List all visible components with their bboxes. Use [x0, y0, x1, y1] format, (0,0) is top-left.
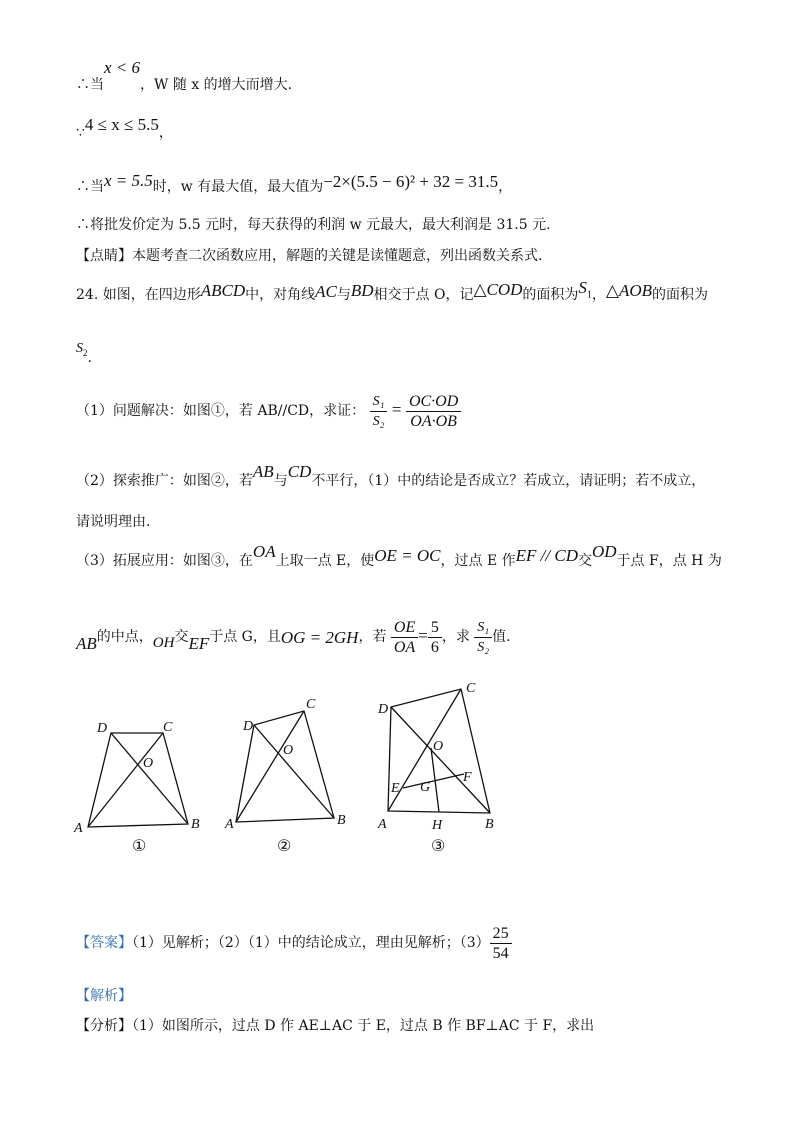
period: . [87, 350, 92, 366]
text: （1）问题解决：如图①，若 AB//CD，求证： [76, 403, 366, 419]
s1-sub: 1 [586, 289, 592, 301]
svg-text:O: O [143, 756, 154, 771]
math-ab: AB [76, 634, 97, 653]
den: 6 [430, 638, 439, 656]
num: OE [391, 618, 418, 638]
equals: = [391, 400, 402, 419]
text: 与 [336, 287, 351, 303]
svg-text:O: O [433, 739, 444, 754]
num: S₁ [370, 392, 388, 412]
question-24-line-1 [76, 278, 709, 311]
answer-tag: 【答案】 [76, 935, 132, 951]
svg-text:C: C [163, 720, 173, 735]
svg-text:B: B [191, 817, 200, 832]
text: （3）拓展应用：如图③，在 [76, 553, 253, 569]
text: 于点 F，点 H 为 [616, 553, 722, 569]
svg-text:B: B [337, 813, 346, 828]
math-aob: △AOB [605, 281, 653, 300]
svg-text:A: A [225, 817, 234, 832]
answer-fraction [490, 924, 512, 963]
jiexi-tag: 【解析】 [76, 988, 132, 1004]
text: ，过点 E 作 [440, 553, 516, 569]
fraction-5-6 [428, 618, 442, 657]
figure-1-caption: ① [132, 838, 147, 855]
line-1 [76, 58, 293, 95]
svg-text:C: C [306, 697, 316, 712]
svg-text:A: A [74, 821, 83, 836]
svg-text:D: D [243, 719, 254, 734]
text: 时，w 有最大值，最大值为 [152, 179, 324, 195]
text: ，W 随 x 的增大而增大. [140, 77, 293, 93]
answer-text: （1）见解析；（2）（1）中的结论成立，理由见解析；（3） [132, 935, 490, 951]
math-ef-cd: EF // CD [515, 546, 578, 565]
text: 于点 G，且 [209, 629, 281, 645]
svg-text:H: H [432, 818, 443, 833]
den: S₂ [372, 413, 385, 429]
prefix: ∴当 [76, 77, 104, 93]
math-inline: x < 6 [104, 58, 141, 77]
svg-text:D: D [378, 702, 389, 717]
math-ac: AC [315, 282, 337, 301]
math-od: OD [591, 542, 617, 561]
line-4: ∴将批发价定为 5.5 元时，每天获得的利润 w 元最大，最大利润是 31.5 元. [76, 217, 551, 233]
math-oa: OA [252, 542, 276, 561]
line-3 [76, 171, 513, 197]
figure-3-caption: ③ [431, 838, 446, 855]
line-2 [76, 115, 173, 143]
den: S₂ [477, 639, 490, 655]
svg-text:O: O [283, 743, 294, 758]
den: OA·OB [410, 412, 457, 430]
fenxi-text: （1）如图所示，过点 D 作 AE⊥AC 于 E，过点 B 作 BF⊥AC 于 F，求出 [132, 1018, 595, 1034]
text: 中，对角线 [245, 287, 316, 303]
s2: S [76, 341, 83, 356]
math-cod: △COD [473, 280, 523, 299]
figure-1 [88, 733, 188, 827]
math-inline: x = 5.5 [104, 171, 153, 190]
math-oh: OH [152, 635, 175, 651]
num: 25 [490, 924, 512, 944]
num: 5 [428, 618, 442, 638]
fraction-s1-s2 [474, 618, 492, 657]
text: ， [591, 287, 606, 303]
prefix: ∴当 [76, 179, 104, 195]
text: 相交于点 O，记 [373, 287, 474, 303]
math-inline: 4 ≤ x ≤ 5.5 [84, 115, 159, 134]
text: 的面积为 [652, 287, 709, 303]
text: 值. [492, 629, 511, 645]
den: 54 [492, 944, 509, 962]
s1: S [578, 278, 587, 297]
question-24-line-2 [76, 338, 92, 366]
text: 与 [273, 473, 288, 489]
part-3-line-1 [76, 542, 722, 571]
line-5: 【点睛】本题考查二次函数应用，解题的关键是读懂题意，列出函数关系式. [76, 248, 543, 264]
math-og-gh: OG = 2GH [280, 628, 359, 647]
svg-text:F: F [463, 770, 472, 785]
math-cd: CD [287, 462, 312, 481]
s2-sub: 2 [83, 347, 88, 358]
svg-text:E: E [391, 781, 400, 796]
math-ab: AB [252, 462, 274, 481]
math-expression: −2×(5.5 − 6)² + 32 = 31.5 [323, 172, 499, 191]
num: S₁ [474, 618, 492, 638]
math-ef: EF [188, 634, 210, 653]
part-2-line-1 [76, 462, 706, 491]
suffix: ， [498, 179, 513, 195]
svg-text:C: C [466, 681, 476, 696]
fenxi-line [76, 1016, 594, 1036]
text: ，求 [441, 629, 470, 645]
text: 的中点， [96, 629, 153, 645]
svg-text:D: D [97, 721, 108, 736]
text: （2）探索推广：如图②，若 [76, 473, 253, 489]
fenxi-tag: 【分析】 [76, 1018, 132, 1034]
fraction-oe-oa [391, 618, 418, 657]
figure-2-caption: ② [277, 838, 292, 855]
text: 交 [577, 553, 592, 569]
part-3-line-2 [76, 616, 511, 657]
num: OC·OD [406, 392, 461, 412]
fraction-oc-od [406, 392, 461, 431]
text: 的面积为 [522, 287, 579, 303]
svg-text:A: A [378, 817, 387, 832]
text: ，若 [358, 629, 387, 645]
prefix: ∵ [76, 125, 85, 141]
math-oe-oc: OE = OC [374, 546, 441, 565]
text: 24. 如图，在四边形 [76, 287, 201, 303]
equals: = [418, 626, 428, 645]
text: 不平行，（1）中的结论是否成立？若成立，请证明；若不成立， [311, 473, 706, 489]
math-bd: BD [350, 281, 374, 300]
svg-text:B: B [485, 817, 494, 832]
text: 上取一点 E，使 [275, 553, 375, 569]
den: OA [393, 638, 416, 656]
answer-line [76, 920, 512, 966]
suffix: ， [158, 125, 173, 141]
math-abcd: ABCD [200, 281, 246, 300]
svg-text:G: G [420, 780, 431, 795]
part-1 [76, 390, 461, 431]
fraction-s1-s2 [370, 392, 388, 431]
text: 交 [174, 629, 189, 645]
figures [0, 680, 800, 880]
part-2-line-2: 请说明理由. [76, 514, 151, 530]
